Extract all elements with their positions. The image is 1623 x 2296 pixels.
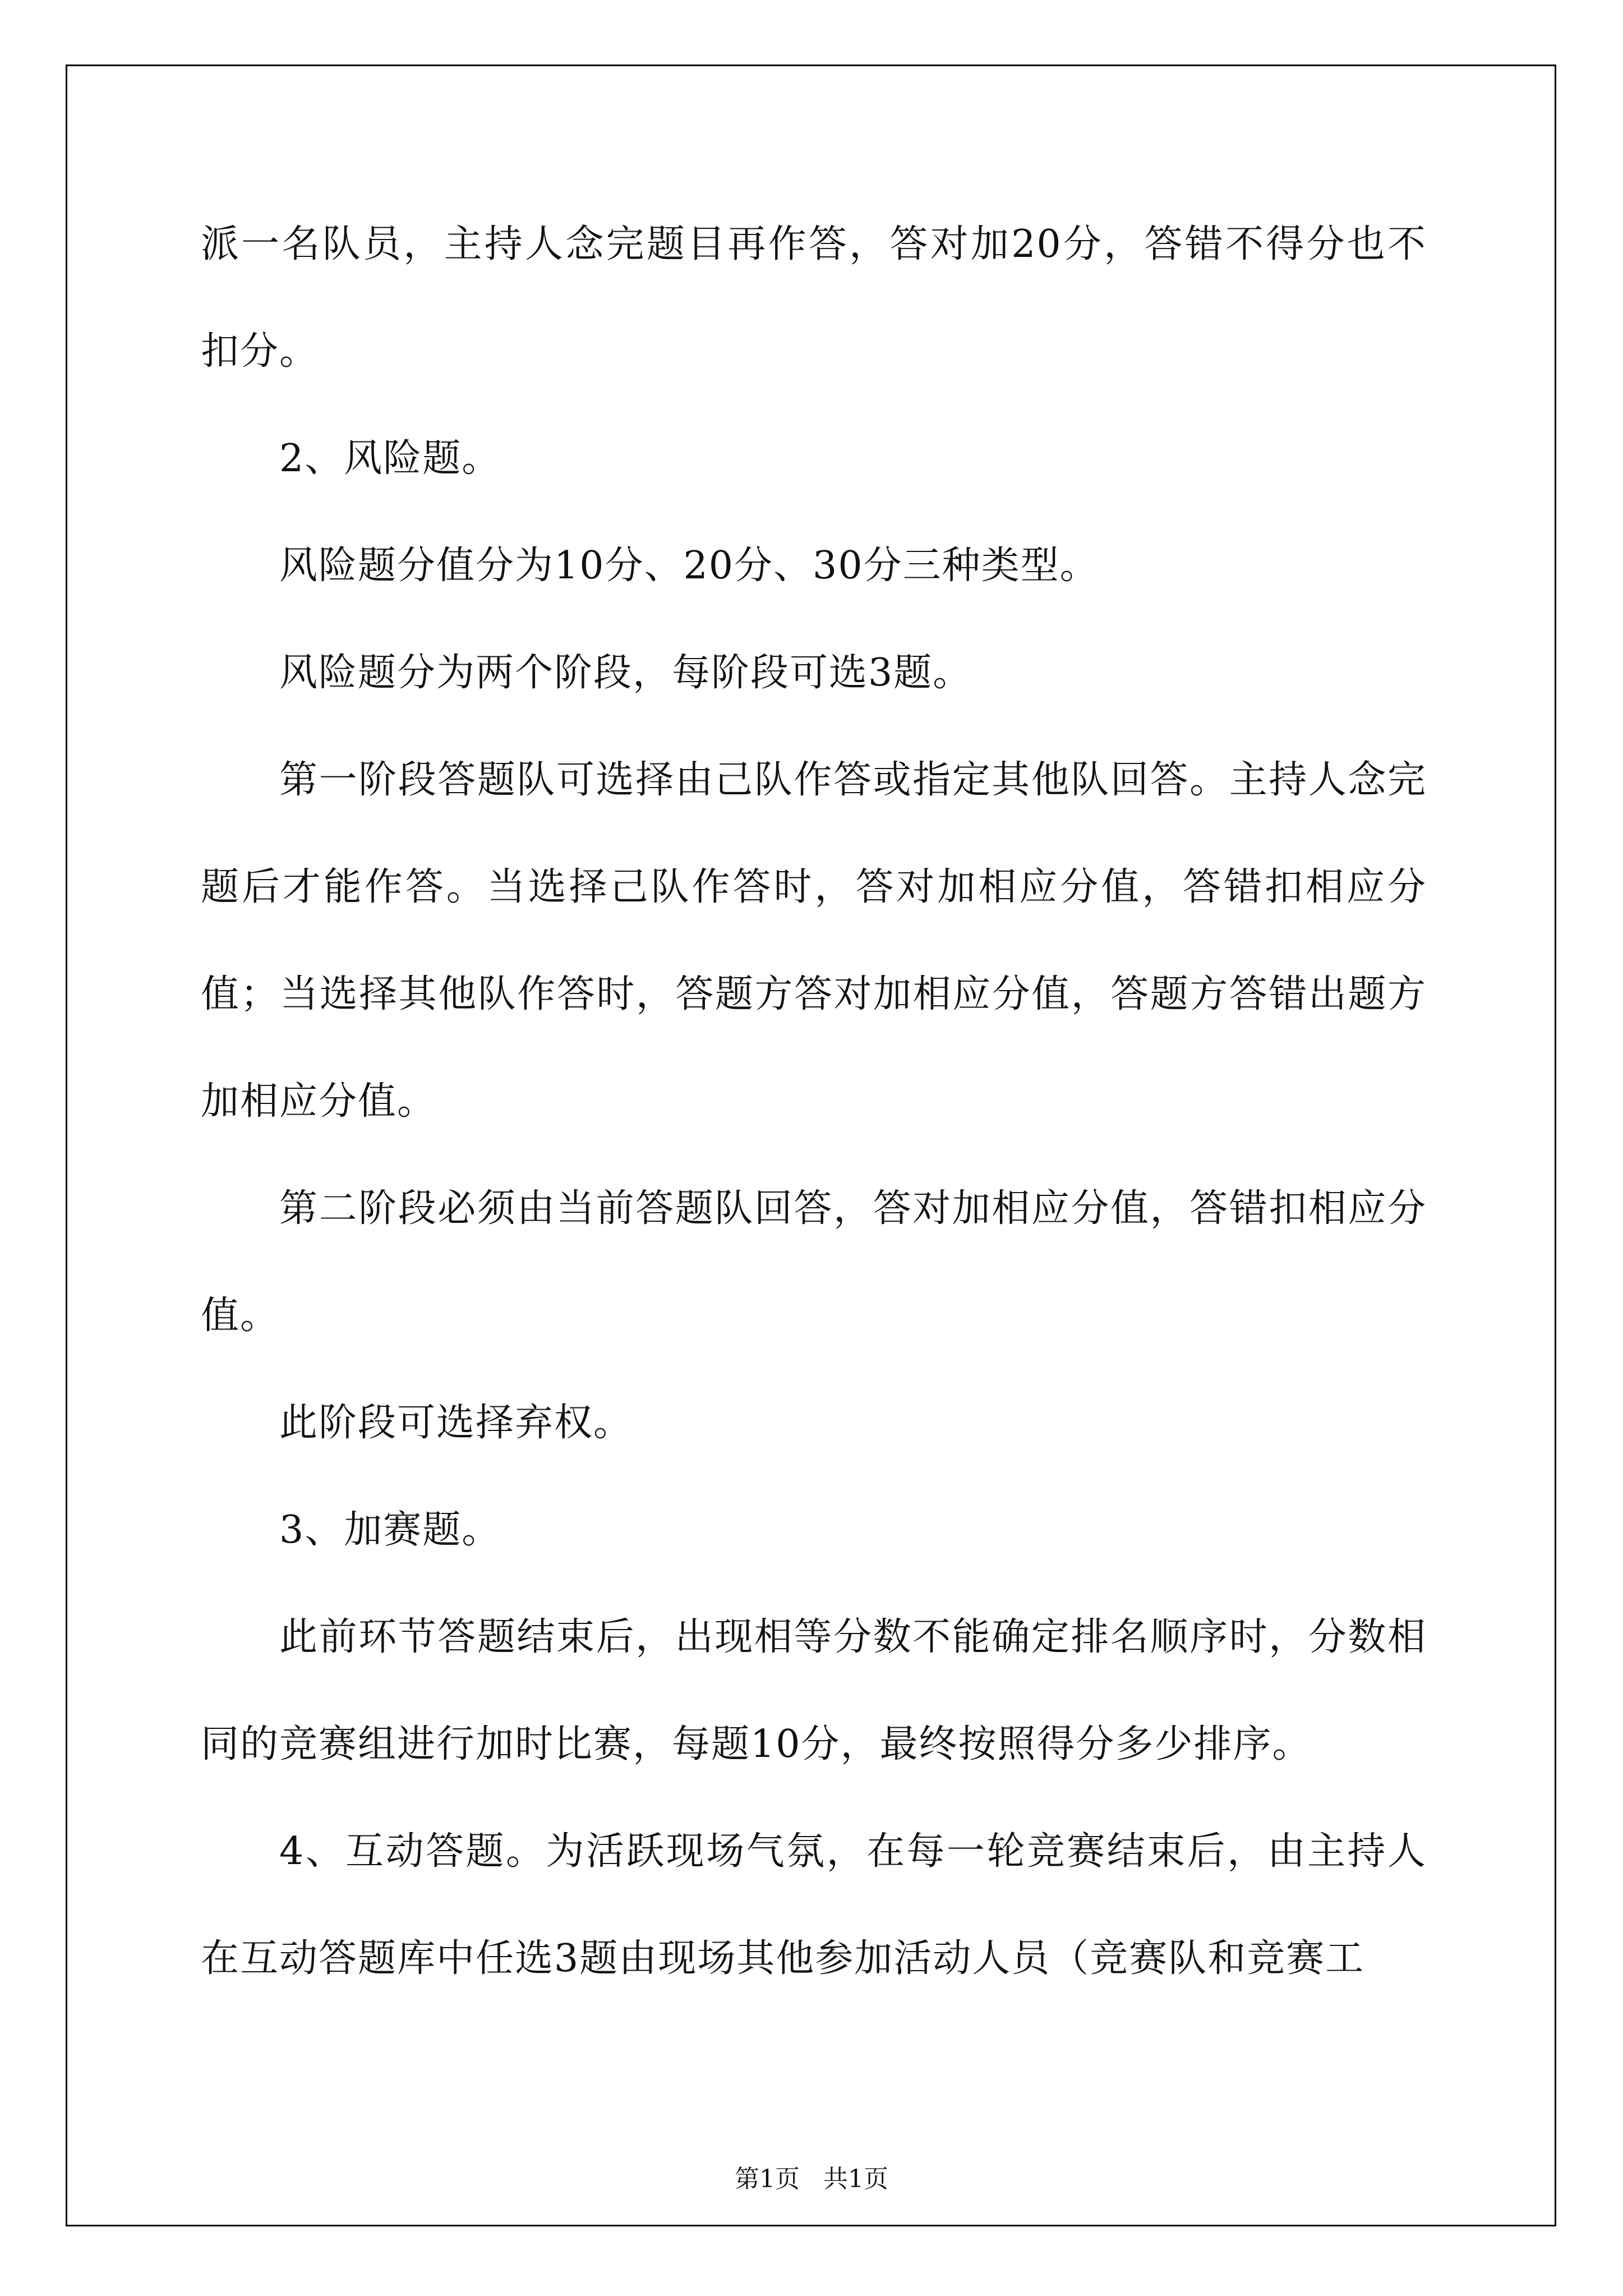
page-footer: 第1页 共1页 bbox=[735, 2165, 888, 2193]
paragraph-4: 风险题分为两个阶段，每阶段可选3题。 bbox=[279, 651, 972, 695]
paragraph-1: 派一名队员，主持人念完题目再作答，答对加20分，答错不得分也不扣分。 bbox=[201, 222, 1427, 374]
paragraph-7: 此阶段可选择弃权。 bbox=[279, 1401, 633, 1445]
paragraph-5: 第一阶段答题队可选择由己队作答或指定其他队回答。主持人念完题后才能作答。当选择己队作答时，答对加相应分值，答错扣相应分值；当选择其他队作答时，答题方答对加相应分值，答题方答错出题方加相应分值。 bbox=[201, 758, 1427, 1124]
paragraph-9: 此前环节答题结束后，出现相等分数不能确定排名顺序时，分数相同的竞赛组进行加时比赛，每题10分，最终按照得分多少排序。 bbox=[201, 1615, 1427, 1766]
paragraph-3: 风险题分值分为10分、20分、30分三种类型。 bbox=[279, 544, 1099, 588]
paragraph-8: 3、加赛题。 bbox=[279, 1508, 501, 1552]
document-body bbox=[201, 191, 1427, 2012]
paragraph-10: 4、互动答题。为活跃现场气氛，在每一轮竞赛结束后，由主持人在互动答题库中任选3题由现场其他参加活动人员（竞赛队和竞赛工 bbox=[201, 1829, 1427, 1981]
paragraph-6: 第二阶段必须由当前答题队回答，答对加相应分值，答错扣相应分值。 bbox=[201, 1186, 1427, 1338]
paragraph-2: 2、风险题。 bbox=[279, 436, 501, 481]
